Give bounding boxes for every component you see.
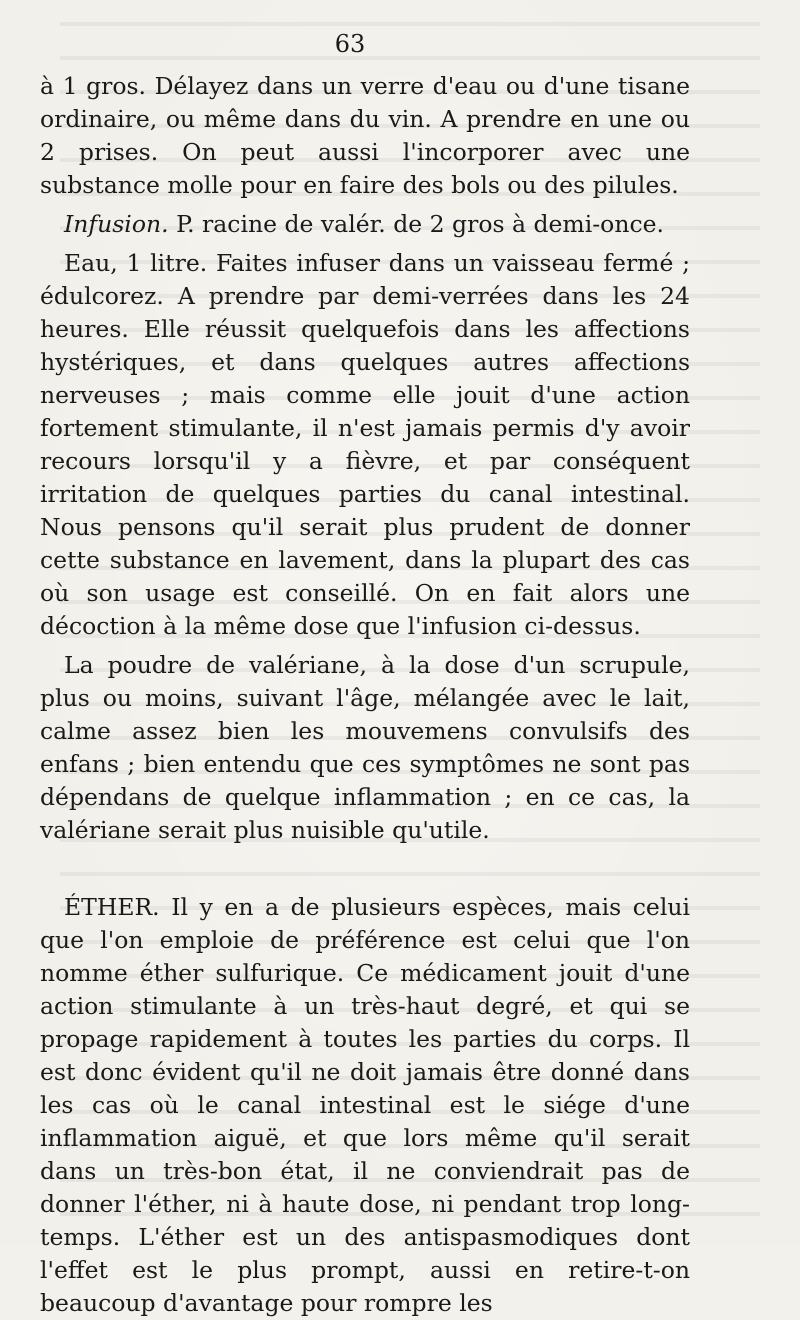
infusion-label: Infusion.	[64, 210, 169, 238]
page-number: 63	[334, 30, 366, 58]
infusion-recipe-text: P. racine de valér. de 2 gros à demi-once.	[168, 210, 664, 238]
page-body	[40, 70, 690, 1320]
ether-heading: ÉTHER.	[64, 893, 160, 921]
ether-text: Il y en a de plusieurs espèces, mais celui que l'on emploie de préférence est celui que l'on nomme éther sulfurique. Ce médicament jouit d'une action stimulante à un très-haut degré, et qui se propage rapidement à toutes les parties du corps. Il est donc évident qu'il ne doit jamais être donné dans les cas où le canal intestinal est le siége d'une inflammation aiguë, et que lors même qu'il serait dans un très-bon état, il ne conviendrait pas de donner l'éther, ni à haute dose, ni pendant trop long-temps. L'éther est un des antispasmodiques dont l'effet est le plus prompt, aussi en retire-t-on beaucoup d'avantage pour rompre les	[40, 893, 690, 1317]
paragraph-infusion-recipe	[40, 208, 690, 241]
paragraph-valerian-powder: La poudre de valériane, à la dose d'un scrupule, plus ou moins, suivant l'âge, mélangée avec le lait, calme assez bien les mouvemens convulsifs des enfans ; bien entendu que ces symptômes ne sont pas dépendans de quelque inflammation ; en ce cas, la valériane serait plus nuisible qu'utile.	[40, 651, 690, 844]
paragraph-dosage-continued: à 1 gros. Délayez dans un verre d'eau ou d'une tisane ordinaire, ou même dans du vin. A prendre en une ou 2 prises. On peut aussi l'incorporer avec une substance molle pour en faire des bols ou des pilules.	[40, 72, 690, 199]
paragraph-infusion-usage: Eau, 1 litre. Faites infuser dans un vaisseau fermé ; édulcorez. A prendre par demi-verrées dans les 24 heures. Elle réussit quelquefois dans les affections hystériques, et dans quelques autres affections nerveuses ; mais comme elle jouit d'une action fortement stimulante, il n'est jamais permis d'y avoir recours lorsqu'il y a fièvre, et par conséquent irritation de quelques parties du canal intestinal. Nous pensons qu'il serait plus prudent de donner cette substance en lavement, dans la plupart des cas où son usage est conseillé. On en fait alors une décoction à la même dose que l'infusion ci-dessus.	[40, 249, 690, 640]
paragraph-ether	[40, 891, 690, 1320]
